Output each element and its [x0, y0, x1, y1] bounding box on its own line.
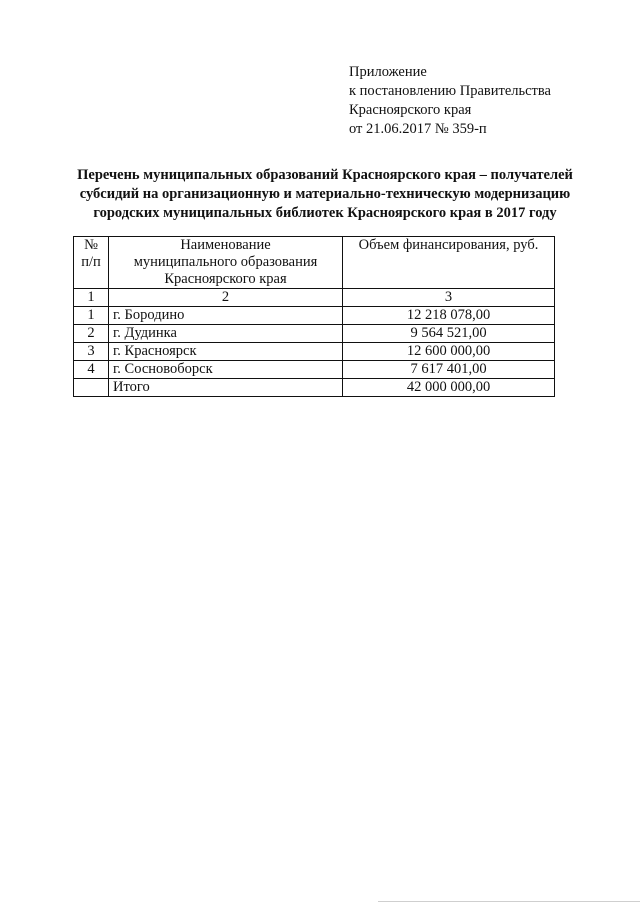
appendix-line: к постановлению Правительства [349, 83, 551, 99]
total-num-empty [74, 379, 109, 397]
row-num: 1 [74, 307, 109, 325]
table-header-row [74, 237, 555, 289]
header-name-line2: муниципального образования [133, 254, 318, 270]
header-name-line3: Красноярского края [164, 271, 287, 287]
municipalities-table [73, 236, 555, 397]
row-name: г. Бородино [109, 307, 343, 325]
document-title [60, 166, 590, 223]
row-amount: 12 600 000,00 [343, 343, 555, 361]
header-num-line2: п/п [81, 254, 101, 270]
column-number-row [74, 289, 555, 307]
table-row [74, 343, 555, 361]
column-number: 2 [109, 289, 343, 307]
header-name-line1: Наименование [180, 237, 271, 253]
header-num-line1: № [84, 237, 98, 253]
row-name: г. Сосновоборск [109, 361, 343, 379]
row-name: г. Дудинка [109, 325, 343, 343]
title-line: субсидий на организационную и материально-техническую модернизацию [79, 186, 571, 202]
title-line: городских муниципальных библиотек Красноярского края в 2017 году [93, 205, 557, 221]
appendix-line: Красноярского края [349, 102, 472, 118]
scan-edge-line [378, 901, 640, 902]
title-line: Перечень муниципальных образований Красноярского края – получателей [77, 167, 573, 183]
header-name-cell [109, 237, 343, 289]
total-label: Итого [109, 379, 343, 397]
row-amount: 12 218 078,00 [343, 307, 555, 325]
row-num: 2 [74, 325, 109, 343]
total-row [74, 379, 555, 397]
table-row [74, 361, 555, 379]
row-amount: 9 564 521,00 [343, 325, 555, 343]
header-num-cell [74, 237, 109, 289]
column-number: 1 [74, 289, 109, 307]
appendix-block [349, 63, 551, 139]
table-row [74, 307, 555, 325]
column-number: 3 [343, 289, 555, 307]
row-amount: 7 617 401,00 [343, 361, 555, 379]
row-num: 3 [74, 343, 109, 361]
appendix-date-line: от 21.06.2017 № 359-п [349, 121, 487, 137]
header-amount-cell: Объем финансирования, руб. [343, 237, 555, 289]
row-num: 4 [74, 361, 109, 379]
total-amount: 42 000 000,00 [343, 379, 555, 397]
appendix-line: Приложение [349, 64, 427, 80]
table-row [74, 325, 555, 343]
row-name: г. Красноярск [109, 343, 343, 361]
